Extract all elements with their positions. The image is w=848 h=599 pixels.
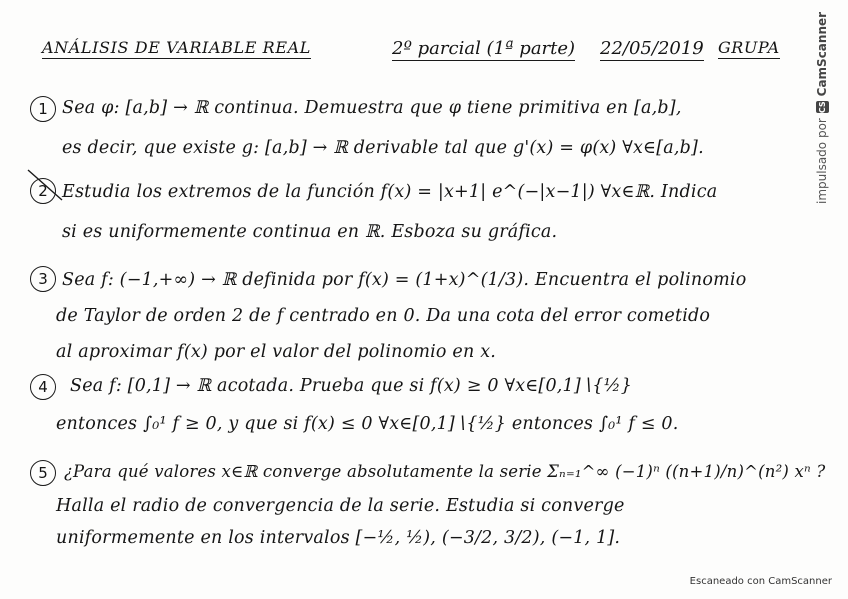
problem-line: Sea φ: [a,b] → ℝ continua. Demuestra que φ tiene primitiva en [a,b], xyxy=(62,98,682,118)
problem-line: uniformemente en los intervalos [−½, ½), (−3/2, 3/2), (−1, 1]. xyxy=(56,528,621,548)
problem-number: 1 xyxy=(30,96,56,122)
subject-title: ANÁLISIS DE VARIABLE REAL xyxy=(42,38,311,57)
problem-number: 3 xyxy=(30,266,56,292)
problem-line: entonces ∫₀¹ f ≥ 0, y que si f(x) ≤ 0 ∀x∈[0,1]∖{½} entonces ∫₀¹ f ≤ 0. xyxy=(56,414,679,434)
camscanner-logo-icon: CS xyxy=(817,101,827,114)
problem-line: ¿Para qué valores x∈ℝ converge absolutamente la serie Σₙ₌₁^∞ (−1)ⁿ ((n+1)/n)^(n²) xⁿ ? xyxy=(64,462,826,481)
problem-number: 5 xyxy=(30,460,56,486)
watermark-brand: CamScanner xyxy=(815,11,829,97)
watermark-prefix: impulsado por xyxy=(815,118,829,204)
cross-mark-icon xyxy=(26,168,66,202)
camscanner-side-watermark xyxy=(812,11,838,204)
problem-number: 4 xyxy=(30,374,56,400)
problem-line: Halla el radio de convergencia de la serie. Estudia si converge xyxy=(56,496,625,516)
problem-line: es decir, que existe g: [a,b] → ℝ derivable tal que g'(x) = φ(x) ∀x∈[a,b]. xyxy=(62,138,704,158)
exam-group: GRUPA xyxy=(718,38,780,57)
exam-title: 2º parcial (1ª parte) xyxy=(392,38,576,59)
exam-header xyxy=(40,38,800,68)
camscanner-footer-watermark: Escaneado con CamScanner xyxy=(689,576,832,587)
problem-line: Sea f: (−1,+∞) → ℝ definida por f(x) = (1+x)^(1/3). Encuentra el polinomio xyxy=(62,270,747,290)
problem-line: si es uniformemente continua en ℝ. Esboza su gráfica. xyxy=(62,222,558,242)
exam-date: 22/05/2019 xyxy=(600,38,704,59)
problem-line: Estudia los extremos de la función f(x) = |x+1| e^(−|x−1|) ∀x∈ℝ. Indica xyxy=(62,182,718,202)
problem-line: Sea f: [0,1] → ℝ acotada. Prueba que si f(x) ≥ 0 ∀x∈[0,1]∖{½} xyxy=(70,376,633,396)
problem-number: 2 xyxy=(30,178,56,204)
problem-line: de Taylor de orden 2 de f centrado en 0. Da una cota del error cometido xyxy=(56,306,711,326)
problem-line: al aproximar f(x) por el valor del polinomio en x. xyxy=(56,342,497,362)
